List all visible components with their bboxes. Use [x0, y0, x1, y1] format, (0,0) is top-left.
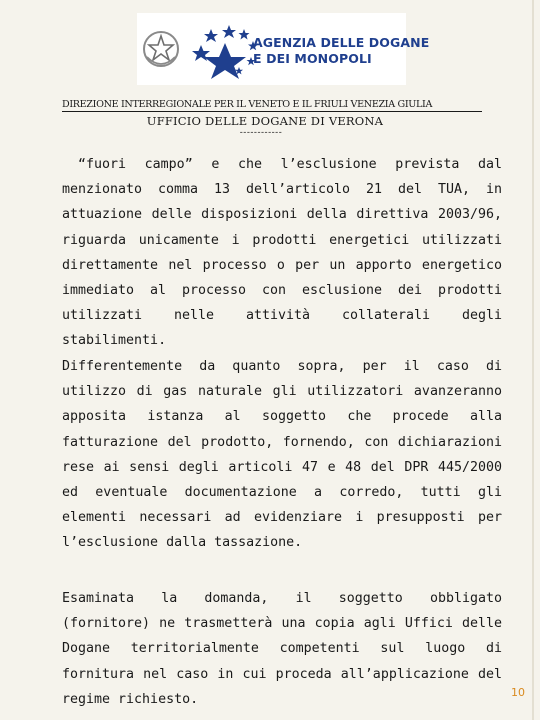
body-paragraph-1: “fuori campo” e che l’esclusione prevista dal menzionato comma 13 dell’articolo 21 del TUA, in attuazione delle disposizioni della direttiva 2003/96, riguarda unicamente i prodotti energetici utilizzati direttamente nel processo o per un apporto energetico immediato al processo con esclusione dei prodotti utilizzati nelle attività collaterali degli stabilimenti.: [62, 157, 502, 349]
regional-direction-heading: DIREZIONE INTERREGIONALE PER IL VENETO E IL FRIULI VENEZIA GIULIA: [62, 99, 482, 112]
agency-logo: [137, 13, 430, 85]
page-edge-line: [532, 0, 534, 720]
agency-name-line-2: E DEI MONOPOLI: [253, 51, 372, 66]
customs-office-heading: UFFICIO DELLE DOGANE DI VERONA: [146, 114, 384, 128]
body-paragraph-3: Esaminata la domanda, il soggetto obbligato (fornitore) ne trasmetterà una copia agli Uffici delle Dogane territorialmente competenti sul luogo di fornitura nel caso in cui proceda all’applicazione del regime richiesto.: [62, 591, 502, 707]
body-paragraph-2: Differentemente da quanto sopra, per il caso di utilizzo di gas naturale gli utilizzatori avanzeranno apposita istanza al soggetto che procede alla fatturazione del prodotto, fornendo, con dichiarazioni rese ai sensi degli articoli 47 e 48 del DPR 445/2000 ed eventuale documentazione a corredo, tutti gli elementi necessari ad evidenziare i presupposti per l’esclusione dalla tassazione.: [62, 359, 502, 551]
italian-republic-emblem-icon: [141, 27, 181, 71]
page-number: 10: [511, 686, 525, 699]
header-separator: ------------: [239, 128, 283, 138]
agency-name-line-1: AGENZIA DELLE DOGANE: [253, 35, 430, 50]
